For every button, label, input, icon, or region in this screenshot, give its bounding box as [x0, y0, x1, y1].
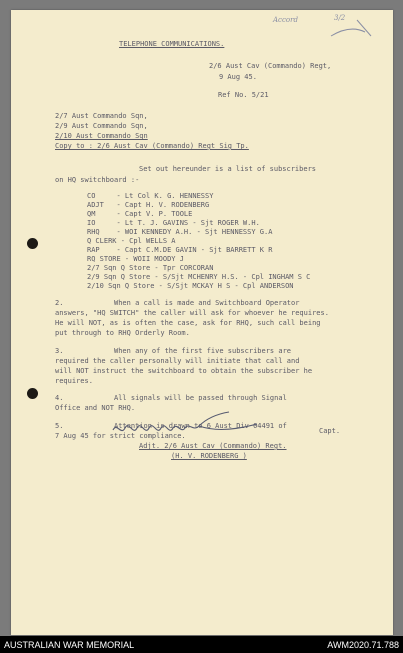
document-title: TELEPHONE COMMUNICATIONS.	[119, 40, 225, 48]
subscriber-entry: 2/7 Sqn Q Store - Tpr CORCORAN	[87, 264, 214, 272]
punch-hole-top	[27, 238, 38, 249]
subscriber-entry: 2/9 Sqn Q Store - S/Sjt MCHENRY H.S. - Cpl INGHAM S C	[87, 273, 311, 281]
paragraph-2-line: answers, "HQ SWITCH" the caller will ask for whoever he requires.	[55, 309, 329, 317]
paragraph-4-line: Office and NOT RHQ.	[55, 404, 136, 412]
subscriber-entry: RAP - Capt C.M.DE GAVIN - Sjt BARRETT K R	[87, 246, 273, 254]
paragraph-2-line: put through to RHQ Orderly Room.	[55, 329, 190, 337]
signature-block-line: Adjt. 2/6 Aust Cav (Commando) Regt.	[139, 442, 287, 450]
distribution-line: 2/7 Aust Commando Sqn,	[55, 112, 148, 120]
handwritten-note: Accord	[273, 16, 298, 24]
subscriber-entry: RQ STORE - WOII MOODY J	[87, 255, 184, 263]
subscriber-entry: QM - Capt V. P. TOOLE	[87, 210, 193, 218]
paragraph-2-line: 2. When a call is made and Switchboard Operator	[55, 299, 300, 307]
paragraph-3-line: requires.	[55, 377, 93, 385]
archive-footer	[0, 636, 403, 653]
punch-hole-bottom	[27, 388, 38, 399]
handwritten-marks	[327, 14, 377, 44]
paragraph-5-line: 7 Aug 45 for strict compliance.	[55, 432, 186, 440]
subscriber-entry: RHQ - WOI KENNEDY A.H. - Sjt HENNESSY G.A	[87, 228, 273, 236]
copy-to-line: Copy to : 2/6 Aust Cav (Commando) Regt Sig Tp.	[55, 142, 249, 150]
reference-number: Ref No. 5/21	[218, 91, 269, 99]
paragraph-5-line: 5. Attention is drawn to 6 Aust Div 04491 of	[55, 422, 287, 430]
intro-line: Set out hereunder is a list of subscribers	[139, 165, 317, 173]
paragraph-4-line: 4. All signals will be passed through Signal	[55, 394, 287, 402]
handwritten-folio: 3/2	[334, 14, 346, 22]
paragraph-3-line: will NOT instruct the switchboard to obtain the subscriber he	[55, 367, 313, 375]
header-unit: 2/6 Aust Cav (Commando) Regt,	[209, 62, 332, 70]
document-page	[11, 10, 393, 635]
distribution-line: 2/10 Aust Commando Sqn	[55, 132, 148, 140]
header-date: 9 Aug 45.	[219, 73, 257, 81]
paragraph-2-line: He will NOT, as is often the case, ask for RHQ, such call being	[55, 319, 321, 327]
signature-block-line: (H. V. RODENBERG )	[171, 452, 247, 460]
subscriber-entry: Q CLERK - Cpl WELLS A	[87, 237, 176, 245]
signature	[107, 408, 277, 442]
subscriber-entry: ADJT - Capt H. V. RODENBERG	[87, 201, 210, 209]
distribution-line: 2/9 Aust Commando Sqn,	[55, 122, 148, 130]
paragraph-3-line: 3. When any of the first five subscribers are	[55, 347, 292, 355]
subscriber-entry: 2/10 Sqn Q Store - S/Sjt MCKAY H S - Cpl ANDERSON	[87, 282, 294, 290]
signature-rank: Capt.	[319, 427, 341, 435]
paragraph-3-line: required the caller personally will initiate that call and	[55, 357, 300, 365]
subscriber-entry: IO - Lt T. J. GAVINS - Sjt ROGER W.H.	[87, 219, 260, 227]
footer-accession-number: AWM2020.71.788	[327, 640, 399, 650]
footer-source: AUSTRALIAN WAR MEMORIAL	[4, 640, 135, 650]
subscriber-entry: CO - Lt Col K. G. HENNESSY	[87, 192, 214, 200]
intro-line: on HQ switchboard :-	[55, 176, 140, 184]
